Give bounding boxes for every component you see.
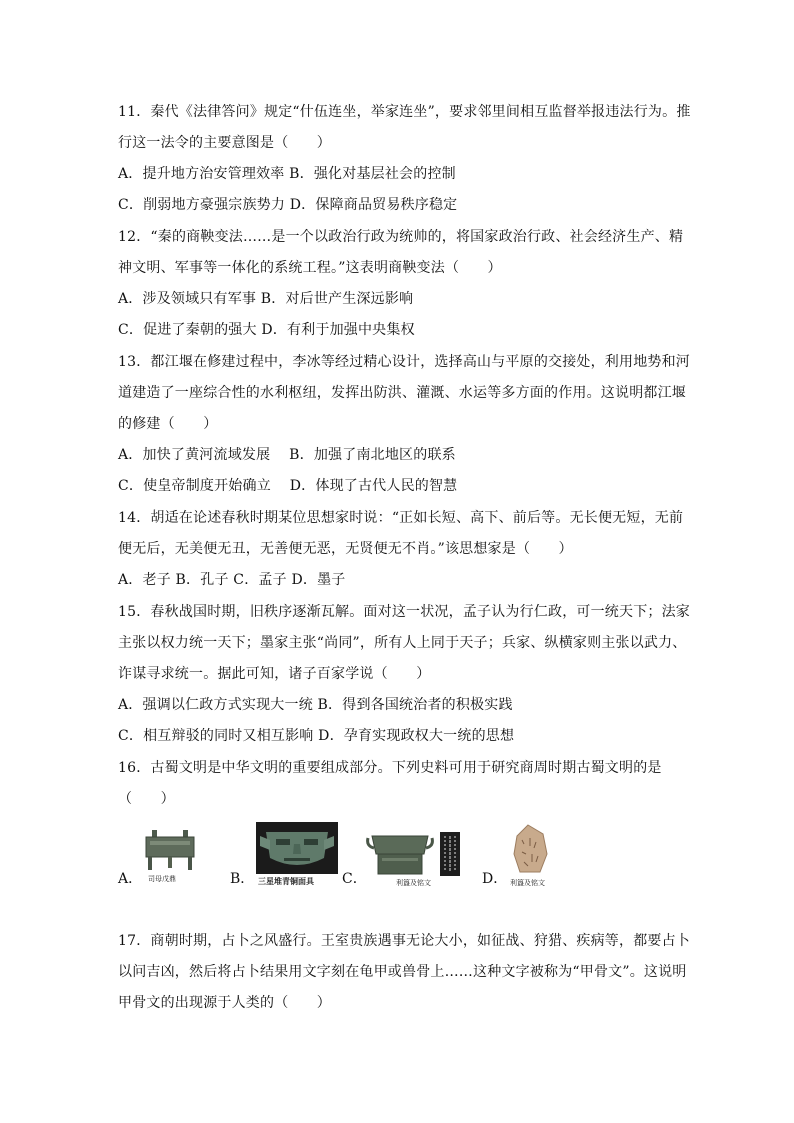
- option-b: [230, 822, 340, 886]
- question-13-options-line-1: A．加快了黄河流域发展 B．加强了南北地区的联系: [118, 447, 456, 463]
- question-15-stem-line-3: 诈谋寻求统一。据此可知，诸子百家学说（ ）: [118, 666, 431, 682]
- option-a: [118, 822, 228, 886]
- bronze-ding-icon: [142, 830, 198, 870]
- question-12-stem-line-2: 神文明、军事等一体化的系统工程。”这表明商鞅变法（ ）: [118, 260, 502, 276]
- question-15-options-line-2: C．相互辩驳的同时又相互影响 D．孕育实现政权大一统的思想: [118, 728, 515, 744]
- question-16-image-options: [118, 822, 678, 887]
- question-14-stem-line-1: 14．胡适在论述春秋时期某位思想家时说：“正如长短、高下、前后等。无长便无短，无前: [118, 510, 684, 526]
- question-12-options-line-1: A．涉及领域只有军事 B．对后世产生深远影响: [118, 291, 414, 307]
- question-11-options-line-2: C．削弱地方豪强宗族势力 D．保障商品贸易秩序稳定: [118, 197, 458, 213]
- option-c: [342, 822, 472, 886]
- option-b-caption: 三星堆青铜面具: [258, 877, 314, 886]
- option-d-letter: D．: [482, 871, 508, 887]
- option-a-letter: A．: [118, 871, 143, 887]
- option-d-caption: 利簋及铭文: [510, 879, 545, 887]
- option-a-caption: 司母戊鼎: [148, 875, 176, 883]
- question-13-stem-line-2: 道建造了一座综合性的水利枢纽，发挥出防洪、灌溉、水运等多方面的作用。这说明都江堰: [118, 385, 686, 401]
- option-b-letter: B．: [230, 871, 255, 887]
- question-12-stem-line-1: 12．“秦的商鞅变法……是一个以政治行政为统帅的，将国家政治行政、社会经济生产、精: [118, 229, 684, 245]
- question-16-stem-line-2: （ ）: [118, 791, 175, 807]
- question-16-stem-line-1: 16．古蜀文明是中华文明的重要组成部分。下列史料可用于研究商周时期古蜀文明的是: [118, 760, 662, 776]
- question-13-stem-line-1: 13．都江堰在修建过程中，李冰等经过精心设计，选择高山与平原的交接处，利用地势和河: [118, 354, 691, 370]
- question-15-options-line-1: A．强调以仁政方式实现大一统 B．得到各国统治者的积极实践: [118, 697, 513, 713]
- bronze-gui-icon: [366, 832, 462, 876]
- option-c-caption: 利簋及铭文: [396, 879, 431, 887]
- bronze-mask-icon: [256, 822, 338, 874]
- question-17-stem-line-1: 17．商朝时期，占卜之风盛行。王室贵族遇事无论大小，如征战、狩猎、疾病等，都要占卜: [118, 933, 691, 949]
- question-13-options-line-2: C．使皇帝制度开始确立 D．体现了古代人民的智慧: [118, 478, 458, 494]
- question-11-stem-line-1: 11．秦代《法律答问》规定“什伍连坐，举家连坐”，要求邻里间相互监督举报违法行为。推: [118, 104, 691, 120]
- question-12-options-line-2: C．促进了秦朝的强大 D．有利于加强中央集权: [118, 322, 415, 338]
- question-11-stem-line-2: 行这一法令的主要意图是（ ）: [118, 135, 331, 151]
- question-14-stem-line-2: 便无后，无美便无丑，无善便无恶，无贤便无不肖。”该思想家是（ ）: [118, 541, 573, 557]
- question-13-stem-line-3: 的修建（ ）: [118, 416, 218, 432]
- question-15-stem-line-1: 15．春秋战国时期，旧秩序逐渐瓦解。面对这一状况，孟子认为行仁政，可一统天下；法家: [118, 604, 691, 620]
- question-14-options-line-1: A．老子 B．孔子 C．孟子 D．墨子: [118, 572, 346, 588]
- oracle-bone-icon: [510, 824, 550, 874]
- question-17-stem-line-3: 甲骨文的出现源于人类的（ ）: [118, 995, 331, 1011]
- option-c-letter: C．: [342, 871, 367, 887]
- question-17-stem-line-2: 以问吉凶，然后将占卜结果用文字刻在龟甲或兽骨上……这种文字被称为“甲骨文”。这说明: [118, 964, 687, 980]
- question-15-stem-line-2: 主张以权力统一天下；墨家主张“尚同”，所有人上同于天子；兵家、纵横家则主张以武力、: [118, 635, 687, 651]
- option-d: [482, 822, 592, 886]
- question-11-options-line-1: A．提升地方治安管理效率 B．强化对基层社会的控制: [118, 166, 456, 182]
